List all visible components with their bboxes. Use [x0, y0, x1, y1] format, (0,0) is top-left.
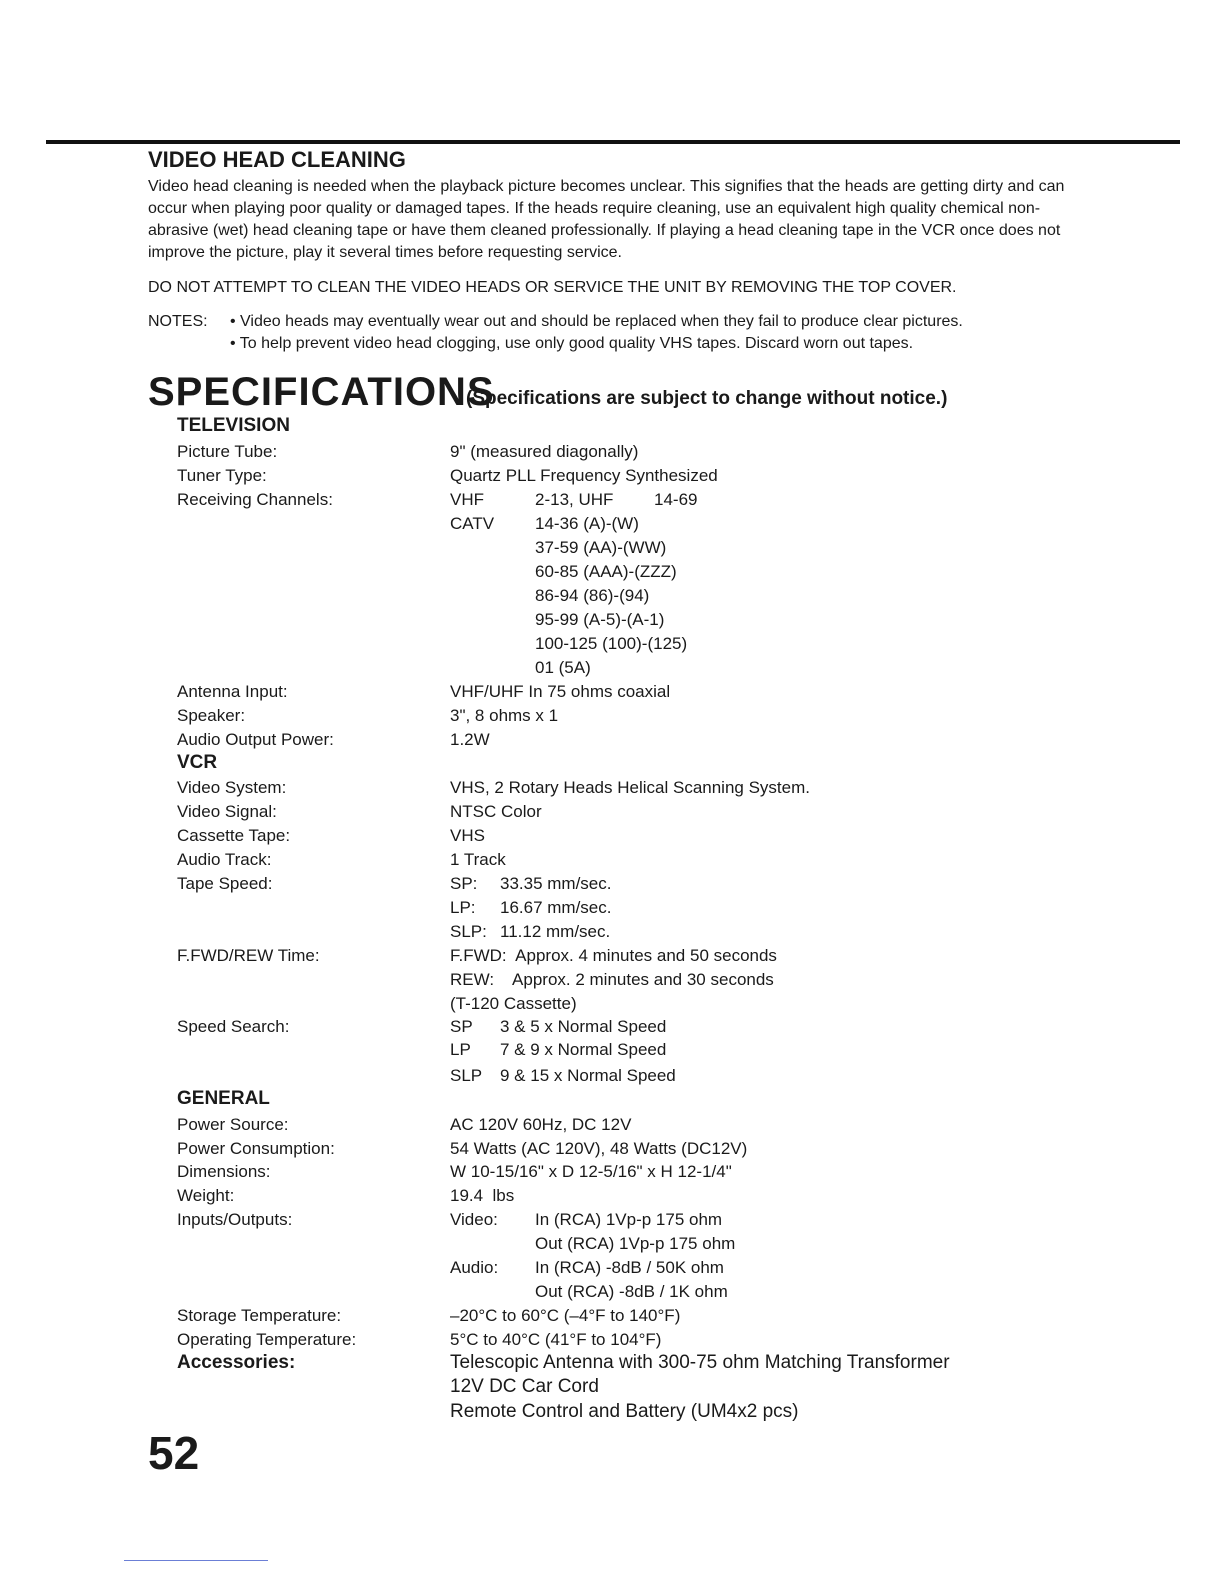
tape-speed-mode: SLP: [450, 922, 487, 941]
vcr-heading: VCR [177, 752, 218, 773]
catv-range: 95-99 (A-5)-(A-1) [535, 610, 665, 629]
spec-label: Inputs/Outputs: [177, 1210, 293, 1229]
tape-speed-value: 11.12 mm/sec. [500, 922, 611, 941]
catv-range: 14-36 (A)-(W) [535, 514, 639, 533]
speed-search-value: 3 & 5 x Normal Speed [500, 1017, 667, 1036]
accessories-heading: Accessories: [177, 1352, 296, 1373]
spec-label: F.FWD/REW Time: [177, 946, 320, 965]
spec-value: AC 120V 60Hz, DC 12V [450, 1115, 632, 1134]
spec-value: CATV [450, 514, 495, 533]
spec-label: Receiving Channels: [177, 490, 333, 509]
accessory-item: Telescopic Antenna with 300-75 ohm Matching Transformer [450, 1352, 950, 1373]
television-heading: TELEVISION [177, 415, 290, 436]
video-head-cleaning-heading: VIDEO HEAD CLEANING [148, 147, 406, 172]
specifications-subtitle: (Specifications are subject to change without notice.) [466, 388, 948, 409]
spec-value: 14-69 [654, 490, 698, 509]
spec-value: –20°C to 60°C (–4°F to 140°F) [450, 1306, 681, 1325]
spec-label: Power Source: [177, 1115, 289, 1134]
tape-speed-value: 16.67 mm/sec. [500, 898, 612, 917]
spec-label: Audio Output Power: [177, 730, 334, 749]
general-heading: GENERAL [177, 1088, 270, 1109]
spec-label: Video System: [177, 778, 287, 797]
speed-search-mode: SP [450, 1017, 473, 1036]
spec-value: Out (RCA) -8dB / 1K ohm [535, 1282, 728, 1301]
catv-range: 100-125 (100)-(125) [535, 634, 688, 653]
spec-label: Video Signal: [177, 802, 277, 821]
spec-label: Picture Tube: [177, 442, 278, 461]
spec-value: VHF [450, 490, 484, 509]
speed-search-mode: SLP [450, 1066, 483, 1085]
speed-search-value: 9 & 15 x Normal Speed [500, 1066, 676, 1085]
spec-value: Audio: [450, 1258, 499, 1277]
spec-label: Audio Track: [177, 850, 272, 869]
spec-value: Out (RCA) 1Vp-p 175 ohm [535, 1234, 736, 1253]
spec-value: NTSC Color [450, 802, 542, 821]
spec-value: Quartz PLL Frequency Synthesized [450, 466, 718, 485]
spec-value: 54 Watts (AC 120V), 48 Watts (DC12V) [450, 1139, 748, 1158]
spec-value: 1 Track [450, 850, 506, 869]
tape-speed-mode: LP: [450, 898, 476, 917]
spec-value: 19.4 lbs [450, 1186, 515, 1205]
spec-value: W 10-15/16" x D 12-5/16" x H 12-1/4" [450, 1162, 732, 1181]
tape-speed-value: 33.35 mm/sec. [500, 874, 612, 893]
note-item: • Video heads may eventually wear out and should be replaced when they fail to produce clear pictures. [230, 313, 963, 330]
top-rule [46, 140, 1180, 144]
spec-value: 3", 8 ohms x 1 [450, 706, 559, 725]
bottom-divider [124, 1560, 268, 1561]
spec-label: Storage Temperature: [177, 1306, 342, 1325]
spec-value: 9" (measured diagonally) [450, 442, 639, 461]
catv-range: 60-85 (AAA)-(ZZZ) [535, 562, 677, 581]
spec-value: 1.2W [450, 730, 490, 749]
spec-value: In (RCA) 1Vp-p 175 ohm [535, 1210, 723, 1229]
spec-label: Weight: [177, 1186, 235, 1205]
tape-speed-mode: SP: [450, 874, 478, 893]
note-item: • To help prevent video head clogging, use only good quality VHS tapes. Discard worn out tapes. [230, 335, 914, 352]
speed-search-mode: LP [450, 1040, 471, 1059]
specifications-title: SPECIFICATIONS [148, 370, 495, 414]
catv-range: 37-59 (AA)-(WW) [535, 538, 667, 557]
spec-value: REW: Approx. 2 minutes and 30 seconds [450, 970, 774, 989]
spec-label: Dimensions: [177, 1162, 271, 1181]
cleaning-warning: DO NOT ATTEMPT TO CLEAN THE VIDEO HEADS OR SERVICE THE UNIT BY REMOVING THE TOP COVER. [148, 279, 957, 296]
spec-value: Video: [450, 1210, 498, 1229]
spec-value: VHS, 2 Rotary Heads Helical Scanning System. [450, 778, 810, 797]
notes-label: NOTES: [148, 313, 208, 330]
catv-range: 01 (5A) [535, 658, 591, 677]
spec-label: Power Consumption: [177, 1139, 335, 1158]
speed-search-value: 7 & 9 x Normal Speed [500, 1040, 667, 1059]
spec-label: Speaker: [177, 706, 246, 725]
spec-value: 5°C to 40°C (41°F to 104°F) [450, 1330, 662, 1349]
accessory-item: Remote Control and Battery (UM4x2 pcs) [450, 1401, 799, 1422]
spec-label: Tape Speed: [177, 874, 273, 893]
catv-range: 86-94 (86)-(94) [535, 586, 650, 605]
spec-value: 2-13, UHF [535, 490, 614, 509]
page-number: 52 [148, 1427, 200, 1479]
spec-value: (T-120 Cassette) [450, 994, 577, 1013]
spec-label: Operating Temperature: [177, 1330, 357, 1349]
spec-label: Cassette Tape: [177, 826, 291, 845]
spec-value: F.FWD: Approx. 4 minutes and 50 seconds [450, 946, 777, 965]
accessory-item: 12V DC Car Cord [450, 1376, 599, 1397]
spec-value: VHF/UHF In 75 ohms coaxial [450, 682, 671, 701]
spec-value: In (RCA) -8dB / 50K ohm [535, 1258, 724, 1277]
spec-label: Speed Search: [177, 1017, 290, 1036]
cleaning-paragraph: Video head cleaning is needed when the playback picture becomes unclear. This signifies that the heads are getting dirty and can occur when playing poor quality or damaged tapes. If the heads require cleaning, use an equivalent high quality chemical non-abrasive (wet) head cleaning tape or have them cleaned professionally. If playing a head cleaning tape in the VCR once does not improve the picture, play it several times before requesting service. [148, 178, 1065, 261]
spec-value: VHS [450, 826, 485, 845]
spec-label: Antenna Input: [177, 682, 288, 701]
spec-label: Tuner Type: [177, 466, 267, 485]
